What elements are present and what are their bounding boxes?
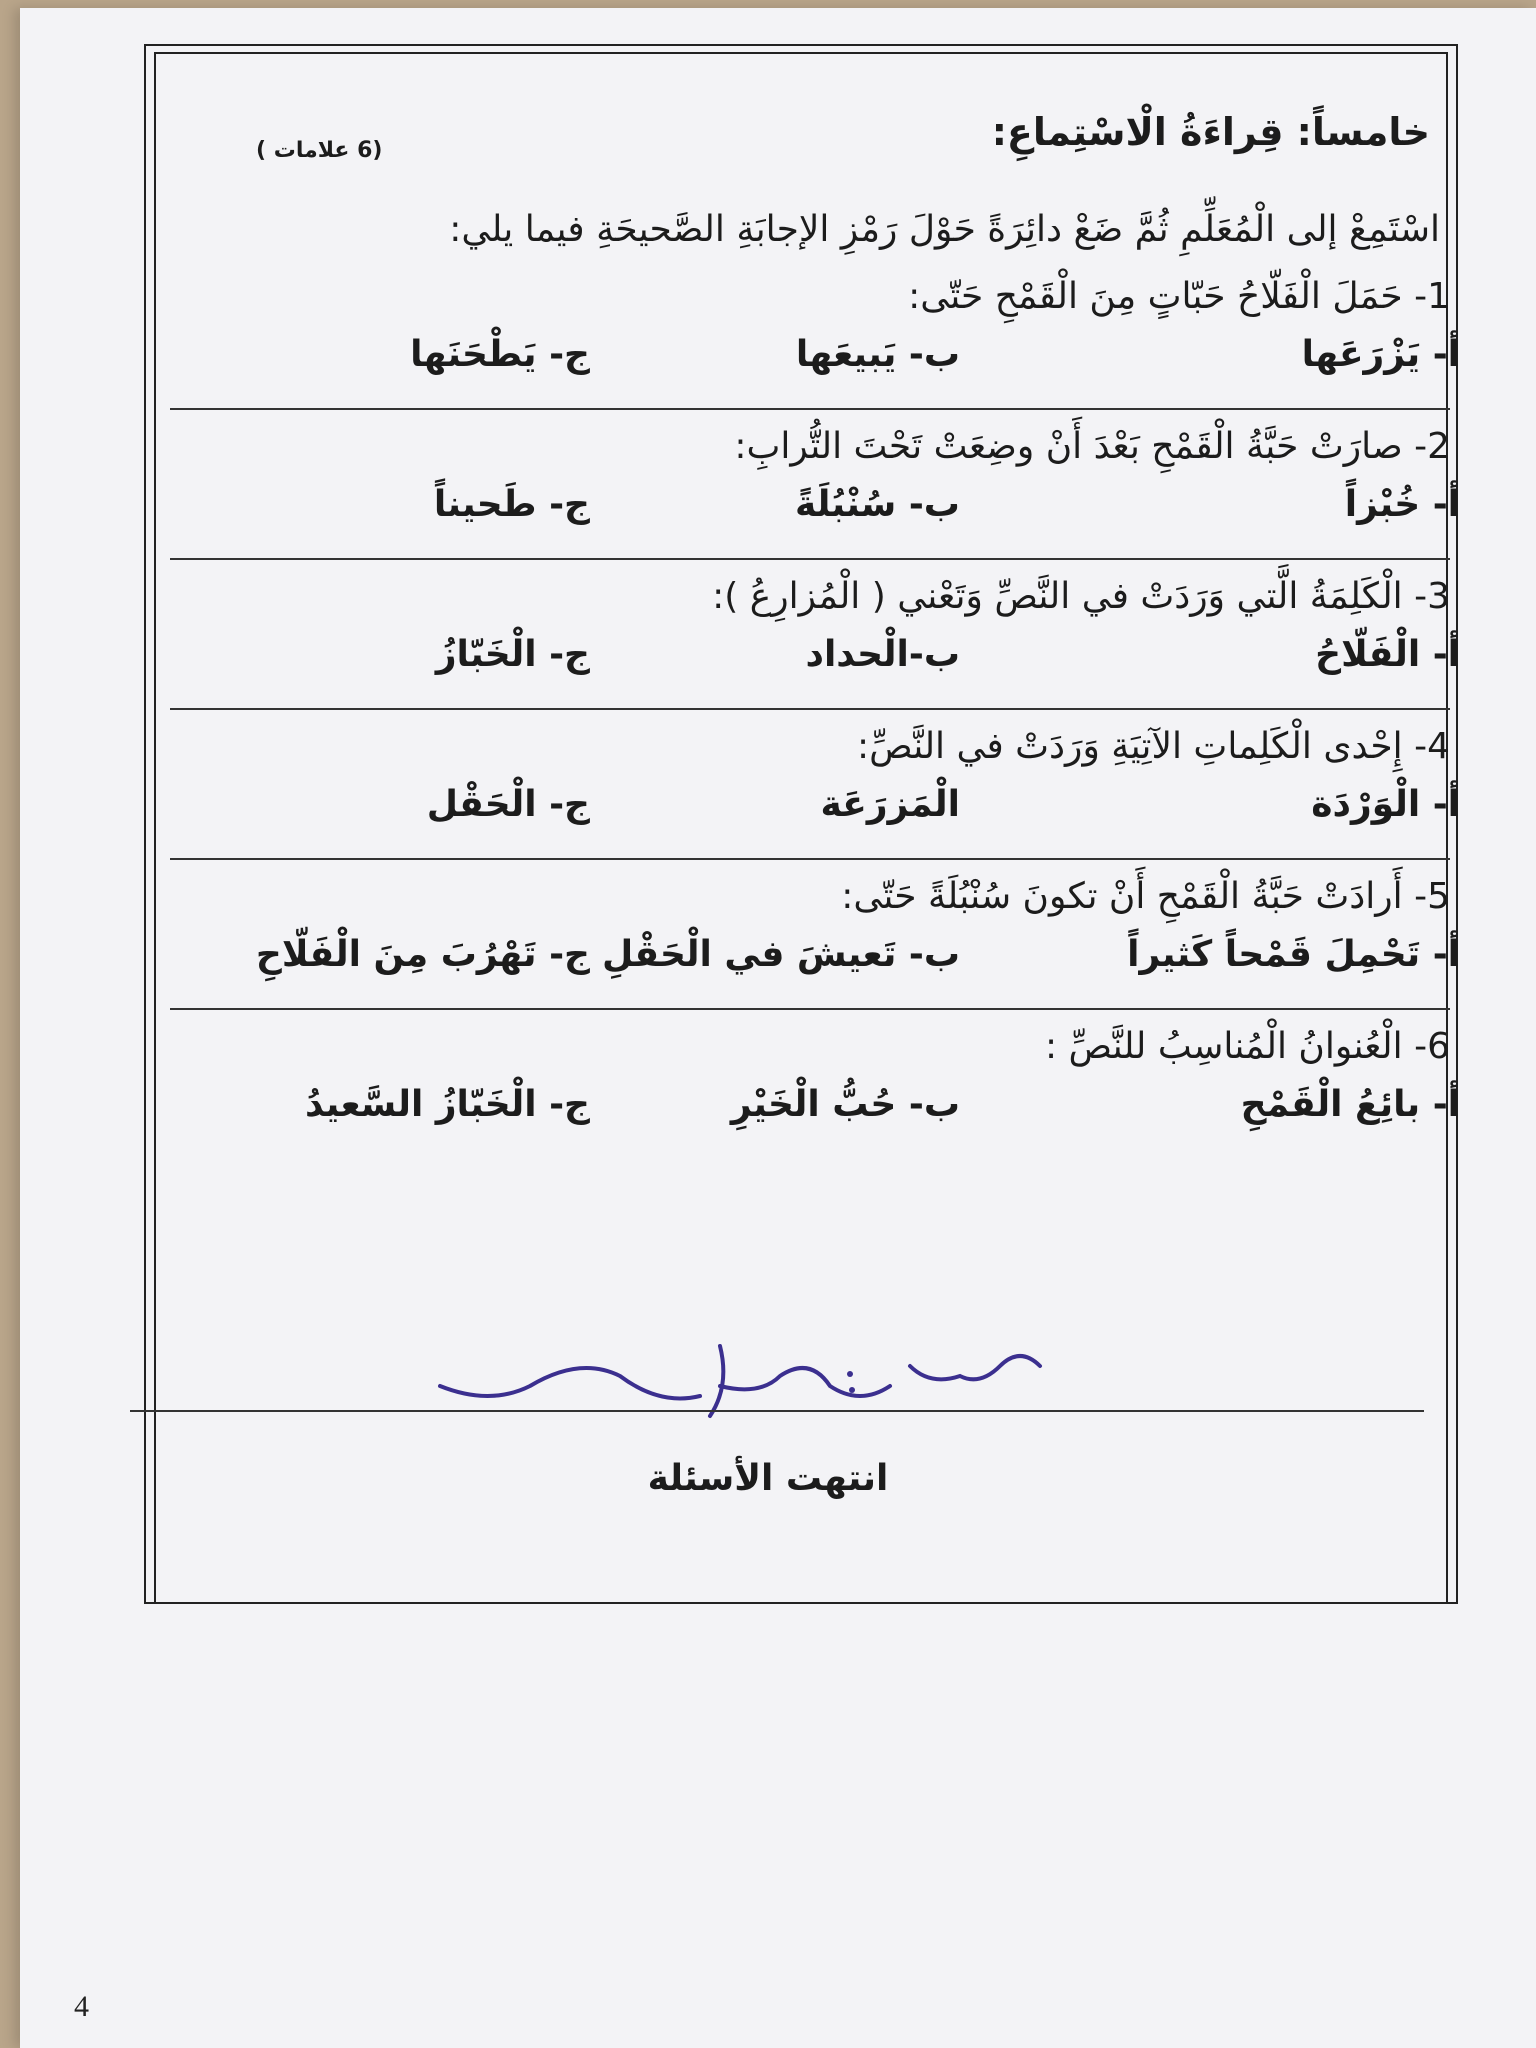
question-text: 6- الْعُنوانُ الْمُناسِبُ للنَّصِّ : xyxy=(1044,1026,1450,1067)
question-2 xyxy=(170,410,1470,560)
teacher-signature xyxy=(420,1326,1060,1422)
section-title: خامساً: قِراءَةُ الْاسْتِماعِ: xyxy=(991,110,1430,154)
choice-a[interactable]: أ- الْفَلّاحُ xyxy=(1315,634,1460,675)
question-text: 3- الْكَلِمَةُ الَّتي وَرَدَتْ في النَّصِّ وَتَعْني ( الْمُزارِعُ ): xyxy=(712,576,1450,617)
choice-a[interactable]: أ- تَحْمِلَ قَمْحاً كَثيراً xyxy=(1127,934,1460,975)
choice-c[interactable]: ج- يَطْحَنَها xyxy=(410,334,590,375)
signature-line xyxy=(130,1410,1424,1412)
end-of-questions: انتهت الأسئلة xyxy=(647,1458,889,1499)
question-text: 4- إِحْدى الْكَلِماتِ الآتِيَةِ وَرَدَتْ في النَّصِّ: xyxy=(856,726,1450,767)
choices xyxy=(170,934,1470,1002)
question-text: 1- حَمَلَ الْفَلّاحُ حَبّاتٍ مِنَ الْقَمْحِ حَتّى: xyxy=(908,276,1450,317)
choice-c[interactable]: ج- طَحيناً xyxy=(433,484,590,525)
choices xyxy=(170,784,1470,852)
question-4 xyxy=(170,710,1470,860)
choice-c[interactable]: ج- الْخَبّازُ السَّعيدُ xyxy=(305,1084,590,1125)
section-header xyxy=(170,110,1470,170)
choice-c[interactable]: ج- تَهْرُبَ مِنَ الْفَلّاحِ xyxy=(255,934,590,975)
choice-b[interactable]: ب- تَعيشَ في الْحَقْلِ xyxy=(602,934,960,975)
marks-label: (6 علامات ) xyxy=(256,138,383,163)
choice-b[interactable]: ب- سُنْبُلَةً xyxy=(795,484,960,525)
question-3 xyxy=(170,560,1470,710)
instruction-text: اسْتَمِعْ إلى الْمُعَلِّمِ ثُمَّ ضَعْ دائِرَةً حَوْلَ رَمْزِ الإجابَةِ الصَّحيحَةِ فيما يلي: xyxy=(449,209,1440,250)
page-number: 4 xyxy=(74,1990,89,2023)
choice-c[interactable]: ج- الْخَبّازُ xyxy=(435,634,590,675)
choice-b[interactable]: ب- حُبُّ الْخَيْرِ xyxy=(730,1084,960,1125)
listening-section xyxy=(170,110,1470,1152)
choice-c[interactable]: ج- الْحَقْل xyxy=(426,784,590,825)
choices xyxy=(170,334,1470,402)
choice-a[interactable]: أ- يَزْرَعَها xyxy=(1301,334,1460,375)
choices xyxy=(170,1084,1470,1152)
choices xyxy=(170,634,1470,702)
choices xyxy=(170,484,1470,552)
choice-a[interactable]: أ- الْوَرْدَة xyxy=(1311,784,1460,825)
question-text: 2- صارَتْ حَبَّةُ الْقَمْحِ بَعْدَ أَنْ وضِعَتْ تَحْتَ التُّرابِ: xyxy=(734,426,1450,467)
choice-b[interactable]: ب-الْحداد xyxy=(805,634,960,675)
question-1 xyxy=(170,260,1470,410)
choice-b[interactable]: الْمَزرَعَة xyxy=(820,784,960,825)
question-6 xyxy=(170,1010,1470,1152)
question-text: 5- أَرادَتْ حَبَّةُ الْقَمْحِ أَنْ تكونَ سُنْبُلَةً حَتّى: xyxy=(841,876,1450,917)
choice-b[interactable]: ب- يَبيعَها xyxy=(795,334,960,375)
question-5 xyxy=(170,860,1470,1010)
choice-a[interactable]: أ- خُبْزاً xyxy=(1344,484,1460,525)
choice-a[interactable]: أ- بائِعُ الْقَمْحِ xyxy=(1240,1084,1460,1125)
